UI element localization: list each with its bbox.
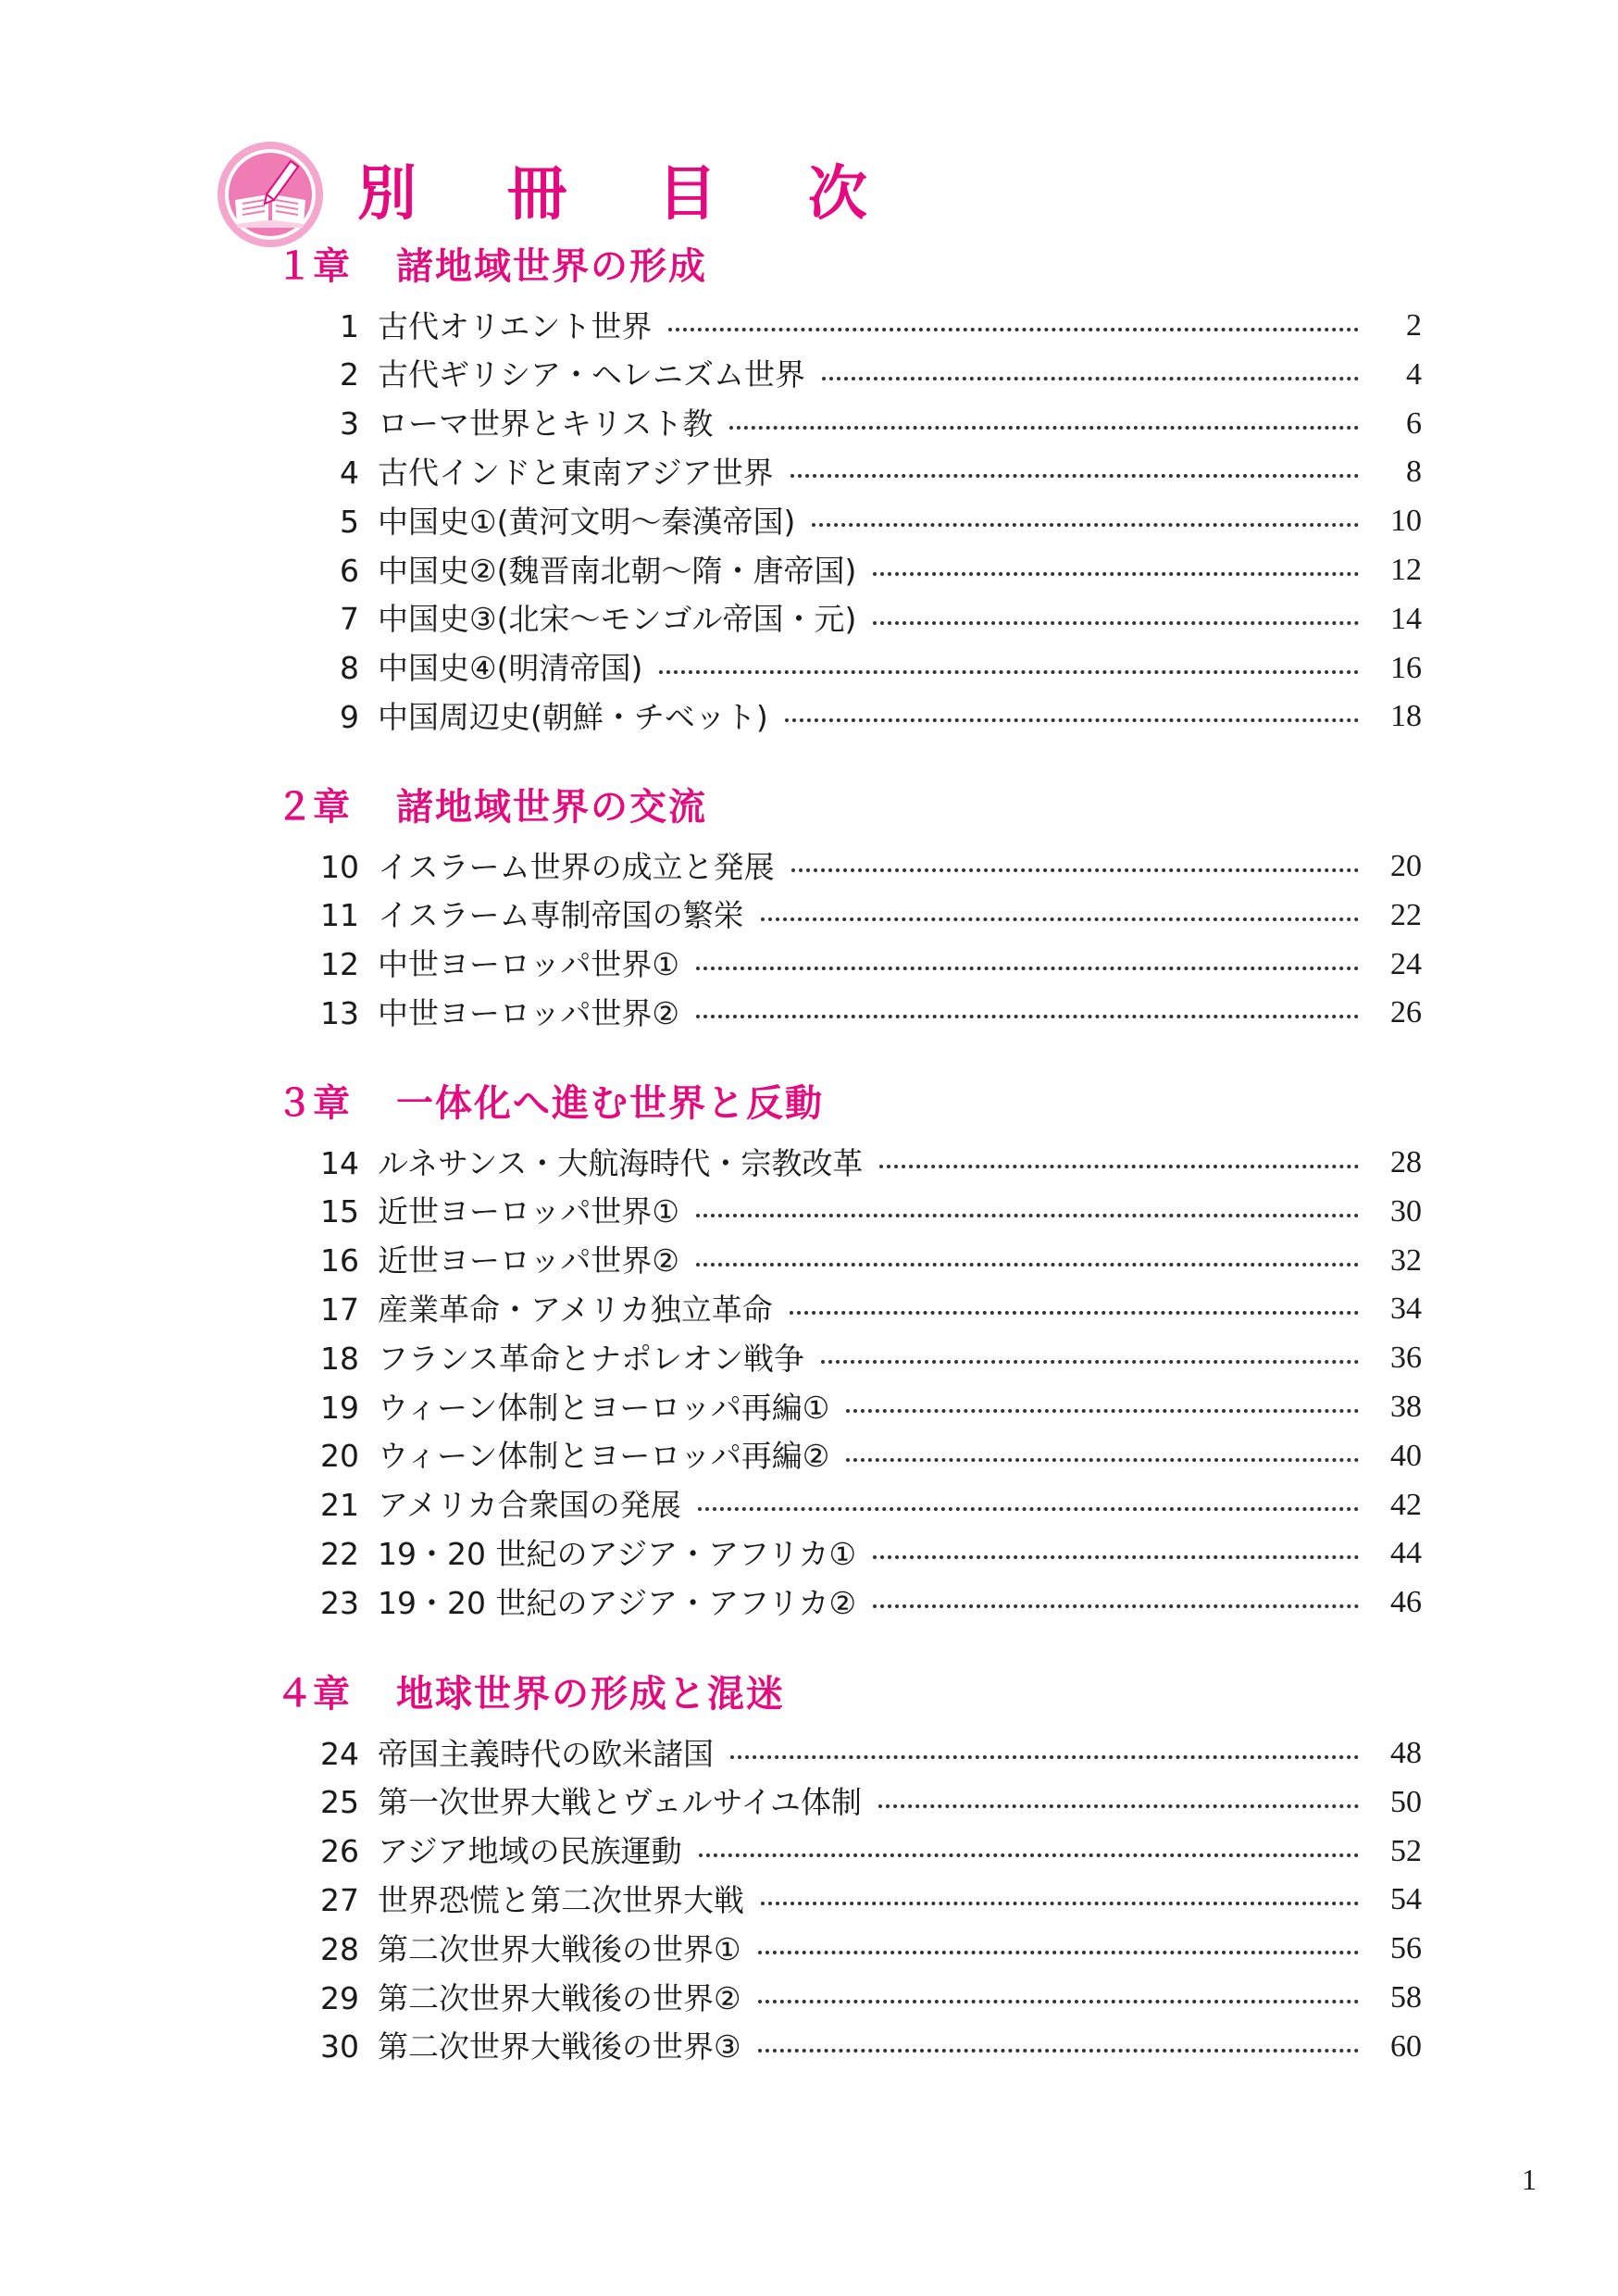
entry-number: 26 bbox=[320, 1833, 359, 1870]
dot-leader bbox=[812, 523, 1359, 527]
entry-title: 中国史④(明清帝国) bbox=[378, 650, 643, 687]
chapter-label: １章 bbox=[276, 245, 350, 288]
entry-number: 20 bbox=[320, 1438, 359, 1475]
entry-title: 世界恐慌と第二次世界大戦 bbox=[378, 1881, 744, 1918]
entry-number: 22 bbox=[320, 1535, 359, 1572]
entry-number: 24 bbox=[320, 1735, 359, 1772]
entry-page-number: 50 bbox=[1390, 1784, 1422, 1819]
entry-number: 15 bbox=[320, 1193, 359, 1230]
toc-entry[interactable] bbox=[305, 892, 1422, 940]
entry-number: 17 bbox=[320, 1291, 359, 1328]
toc-entry[interactable] bbox=[305, 644, 1422, 693]
entry-number: 10 bbox=[320, 848, 359, 885]
entry-page-number: 38 bbox=[1390, 1390, 1422, 1424]
toc-entry[interactable] bbox=[305, 1334, 1422, 1382]
toc-entry[interactable] bbox=[305, 2023, 1422, 2071]
dot-leader bbox=[790, 1311, 1359, 1315]
entry-title: 近世ヨーロッパ世界② bbox=[378, 1242, 679, 1279]
page-header bbox=[215, 130, 902, 259]
toc-entry[interactable] bbox=[305, 1285, 1422, 1333]
entry-page-number: 44 bbox=[1390, 1536, 1422, 1571]
page-title: 別 冊 目 次 bbox=[357, 160, 902, 229]
entry-title: 産業革命・アメリカ独立革命 bbox=[378, 1291, 773, 1328]
dot-leader bbox=[758, 2049, 1359, 2053]
entry-title: イスラーム世界の成立と発展 bbox=[378, 848, 775, 885]
chapter-title: 諸地域世界の形成 bbox=[396, 245, 707, 288]
entry-page-number: 28 bbox=[1390, 1145, 1422, 1179]
chapter-label: ３章 bbox=[276, 1082, 350, 1125]
dot-leader bbox=[758, 2000, 1359, 2003]
entry-page-number: 42 bbox=[1390, 1487, 1422, 1522]
dot-leader bbox=[698, 1507, 1359, 1511]
entry-number: 19 bbox=[320, 1389, 359, 1426]
entry-title: 古代インドと東南アジア世界 bbox=[378, 454, 774, 491]
dot-leader bbox=[761, 1902, 1359, 1905]
toc-entry[interactable] bbox=[305, 351, 1422, 399]
entry-title: 中世ヨーロッパ世界① bbox=[378, 946, 679, 983]
entry-page-number: 4 bbox=[1406, 356, 1422, 392]
chapter-heading bbox=[276, 245, 707, 288]
entry-number: 1 bbox=[340, 307, 359, 344]
entry-page-number: 22 bbox=[1390, 897, 1422, 932]
entry-title: 第二次世界大戦後の世界② bbox=[378, 1979, 741, 2016]
toc-entry[interactable] bbox=[305, 497, 1422, 545]
entry-title: 第二次世界大戦後の世界③ bbox=[378, 2028, 741, 2065]
entry-page-number: 46 bbox=[1390, 1585, 1422, 1620]
dot-leader bbox=[668, 328, 1359, 331]
entry-title: 古代ギリシア・ヘレニズム世界 bbox=[378, 356, 805, 393]
entry-title: 古代オリエント世界 bbox=[378, 307, 653, 344]
toc-entry[interactable] bbox=[305, 1481, 1422, 1529]
toc-entry[interactable] bbox=[305, 546, 1422, 594]
entry-number: 6 bbox=[340, 552, 359, 589]
entry-page-number: 20 bbox=[1390, 849, 1422, 883]
dot-leader bbox=[873, 1555, 1359, 1559]
toc-entry[interactable] bbox=[305, 693, 1422, 741]
toc-entry[interactable] bbox=[305, 1237, 1422, 1285]
entry-page-number: 60 bbox=[1390, 2028, 1422, 2064]
chapter-label: ４章 bbox=[276, 1673, 350, 1716]
toc-entry[interactable] bbox=[305, 302, 1422, 350]
entry-page-number: 34 bbox=[1390, 1292, 1422, 1327]
entry-page-number: 24 bbox=[1390, 946, 1422, 981]
dot-leader bbox=[822, 377, 1359, 381]
entry-title: アジア地域の民族運動 bbox=[378, 1833, 682, 1870]
entry-page-number: 30 bbox=[1390, 1193, 1422, 1229]
toc-entry[interactable] bbox=[305, 1432, 1422, 1480]
entry-title: ローマ世界とキリスト教 bbox=[378, 406, 714, 443]
chapter-title: 諸地域世界の交流 bbox=[396, 786, 707, 829]
dot-leader bbox=[873, 572, 1359, 576]
dot-leader bbox=[729, 426, 1359, 430]
page-number: 1 bbox=[1522, 2163, 1537, 2196]
entry-page-number: 54 bbox=[1390, 1882, 1422, 1917]
toc-entry[interactable] bbox=[305, 1729, 1422, 1778]
entry-number: 2 bbox=[340, 356, 359, 393]
dot-leader bbox=[785, 718, 1359, 722]
dot-leader bbox=[696, 1214, 1359, 1217]
toc-entry[interactable] bbox=[305, 1925, 1422, 1973]
dot-leader bbox=[659, 670, 1359, 674]
dot-leader bbox=[878, 1804, 1359, 1808]
toc-entry[interactable] bbox=[305, 595, 1422, 643]
entry-page-number: 14 bbox=[1390, 601, 1422, 636]
dot-leader bbox=[696, 967, 1359, 970]
dot-leader bbox=[821, 1360, 1359, 1364]
dot-leader bbox=[790, 474, 1359, 478]
entry-page-number: 32 bbox=[1390, 1242, 1422, 1278]
entry-page-number: 16 bbox=[1390, 650, 1422, 685]
entry-page-number: 52 bbox=[1390, 1833, 1422, 1868]
entry-title: 帝国主義時代の欧米諸国 bbox=[378, 1735, 714, 1772]
entry-title: 第一次世界大戦とヴェルサイユ体制 bbox=[378, 1784, 863, 1821]
entry-number: 14 bbox=[320, 1144, 359, 1181]
entry-page-number: 48 bbox=[1390, 1736, 1422, 1770]
entry-page-number: 12 bbox=[1390, 553, 1422, 587]
entry-title: 中世ヨーロッパ世界② bbox=[378, 994, 679, 1031]
entry-number: 9 bbox=[340, 698, 359, 735]
entry-number: 8 bbox=[340, 650, 359, 687]
entry-number: 16 bbox=[320, 1242, 359, 1279]
toc-entry[interactable] bbox=[305, 1778, 1422, 1827]
toc-entry[interactable] bbox=[305, 1188, 1422, 1236]
entry-number: 29 bbox=[320, 1979, 359, 2016]
chapter-heading bbox=[276, 786, 707, 829]
entry-page-number: 36 bbox=[1390, 1341, 1422, 1376]
chapter-title: 地球世界の形成と混迷 bbox=[396, 1673, 785, 1716]
entry-title: フランス革命とナポレオン戦争 bbox=[378, 1340, 805, 1377]
toc-entry[interactable] bbox=[305, 1383, 1422, 1431]
toc-entry[interactable] bbox=[305, 1974, 1422, 2022]
entry-page-number: 26 bbox=[1390, 995, 1422, 1030]
entry-page-number: 6 bbox=[1406, 406, 1422, 441]
entry-title: 中国史③(北宋〜モンゴル帝国・元) bbox=[378, 601, 857, 638]
entry-page-number: 40 bbox=[1390, 1438, 1422, 1473]
toc-entry[interactable] bbox=[305, 842, 1422, 891]
entry-number: 21 bbox=[320, 1487, 359, 1524]
entry-page-number: 8 bbox=[1406, 455, 1422, 490]
entry-title: 第二次世界大戦後の世界① bbox=[378, 1930, 741, 1967]
chapter-label: ２章 bbox=[276, 786, 350, 829]
entry-page-number: 2 bbox=[1406, 308, 1422, 343]
open-book-pencil-icon bbox=[215, 139, 326, 250]
entry-number: 28 bbox=[320, 1930, 359, 1967]
dot-leader bbox=[696, 1015, 1359, 1018]
toc-entry[interactable] bbox=[305, 1876, 1422, 1924]
entry-number: 18 bbox=[320, 1340, 359, 1377]
dot-leader bbox=[761, 917, 1359, 921]
entry-number: 30 bbox=[320, 2028, 359, 2065]
entry-title: 近世ヨーロッパ世界① bbox=[378, 1193, 679, 1230]
entry-number: 3 bbox=[340, 406, 359, 443]
entry-page-number: 10 bbox=[1390, 504, 1422, 539]
toc-entry[interactable] bbox=[305, 448, 1422, 496]
entry-number: 7 bbox=[340, 601, 359, 638]
dot-leader bbox=[699, 1853, 1359, 1857]
dot-leader bbox=[791, 868, 1359, 872]
dot-leader bbox=[696, 1263, 1359, 1267]
entry-title: 中国周辺史(朝鮮・チベット) bbox=[378, 698, 768, 735]
chapter-title: 一体化へ進む世界と反動 bbox=[396, 1082, 824, 1125]
entry-number: 25 bbox=[320, 1784, 359, 1821]
entry-title: ルネサンス・大航海時代・宗教改革 bbox=[378, 1144, 864, 1181]
entry-title: 中国史②(魏晋南北朝〜隋・唐帝国) bbox=[378, 552, 857, 589]
toc-entry[interactable] bbox=[305, 1828, 1422, 1876]
entry-page-number: 56 bbox=[1390, 1931, 1422, 1966]
entry-number: 13 bbox=[320, 994, 359, 1031]
entry-title: ウィーン体制とヨーロッパ再編② bbox=[378, 1438, 830, 1475]
toc-entry[interactable] bbox=[305, 1578, 1422, 1627]
entry-number: 23 bbox=[320, 1584, 359, 1621]
dot-leader bbox=[758, 1951, 1359, 1954]
dot-leader bbox=[879, 1165, 1359, 1168]
entry-number: 5 bbox=[340, 503, 359, 540]
entry-title: ウィーン体制とヨーロッパ再編① bbox=[378, 1389, 830, 1426]
toc-entry[interactable] bbox=[305, 400, 1422, 448]
toc-entry[interactable] bbox=[305, 941, 1422, 989]
entry-number: 12 bbox=[320, 946, 359, 983]
toc-entry[interactable] bbox=[305, 1529, 1422, 1578]
dot-leader bbox=[873, 621, 1359, 625]
toc-entry[interactable] bbox=[305, 989, 1422, 1037]
entry-title: 19・20 世紀のアジア・アフリカ② bbox=[378, 1584, 857, 1621]
dot-leader bbox=[846, 1458, 1359, 1462]
dot-leader bbox=[730, 1755, 1359, 1759]
entry-number: 11 bbox=[320, 897, 359, 934]
entry-number: 27 bbox=[320, 1881, 359, 1918]
entry-title: 19・20 世紀のアジア・アフリカ① bbox=[378, 1535, 857, 1572]
entry-page-number: 18 bbox=[1390, 699, 1422, 734]
entry-title: 中国史①(黄河文明〜秦漢帝国) bbox=[378, 503, 796, 540]
entry-title: イスラーム専制帝国の繁栄 bbox=[378, 897, 744, 934]
entry-title: アメリカ合衆国の発展 bbox=[378, 1487, 681, 1524]
chapter-heading bbox=[276, 1673, 785, 1716]
dot-leader bbox=[873, 1604, 1359, 1608]
dot-leader bbox=[846, 1409, 1359, 1413]
entry-number: 4 bbox=[340, 454, 359, 491]
toc-entry[interactable] bbox=[305, 1139, 1422, 1187]
entry-page-number: 58 bbox=[1390, 1980, 1422, 2015]
chapter-heading bbox=[276, 1082, 824, 1125]
